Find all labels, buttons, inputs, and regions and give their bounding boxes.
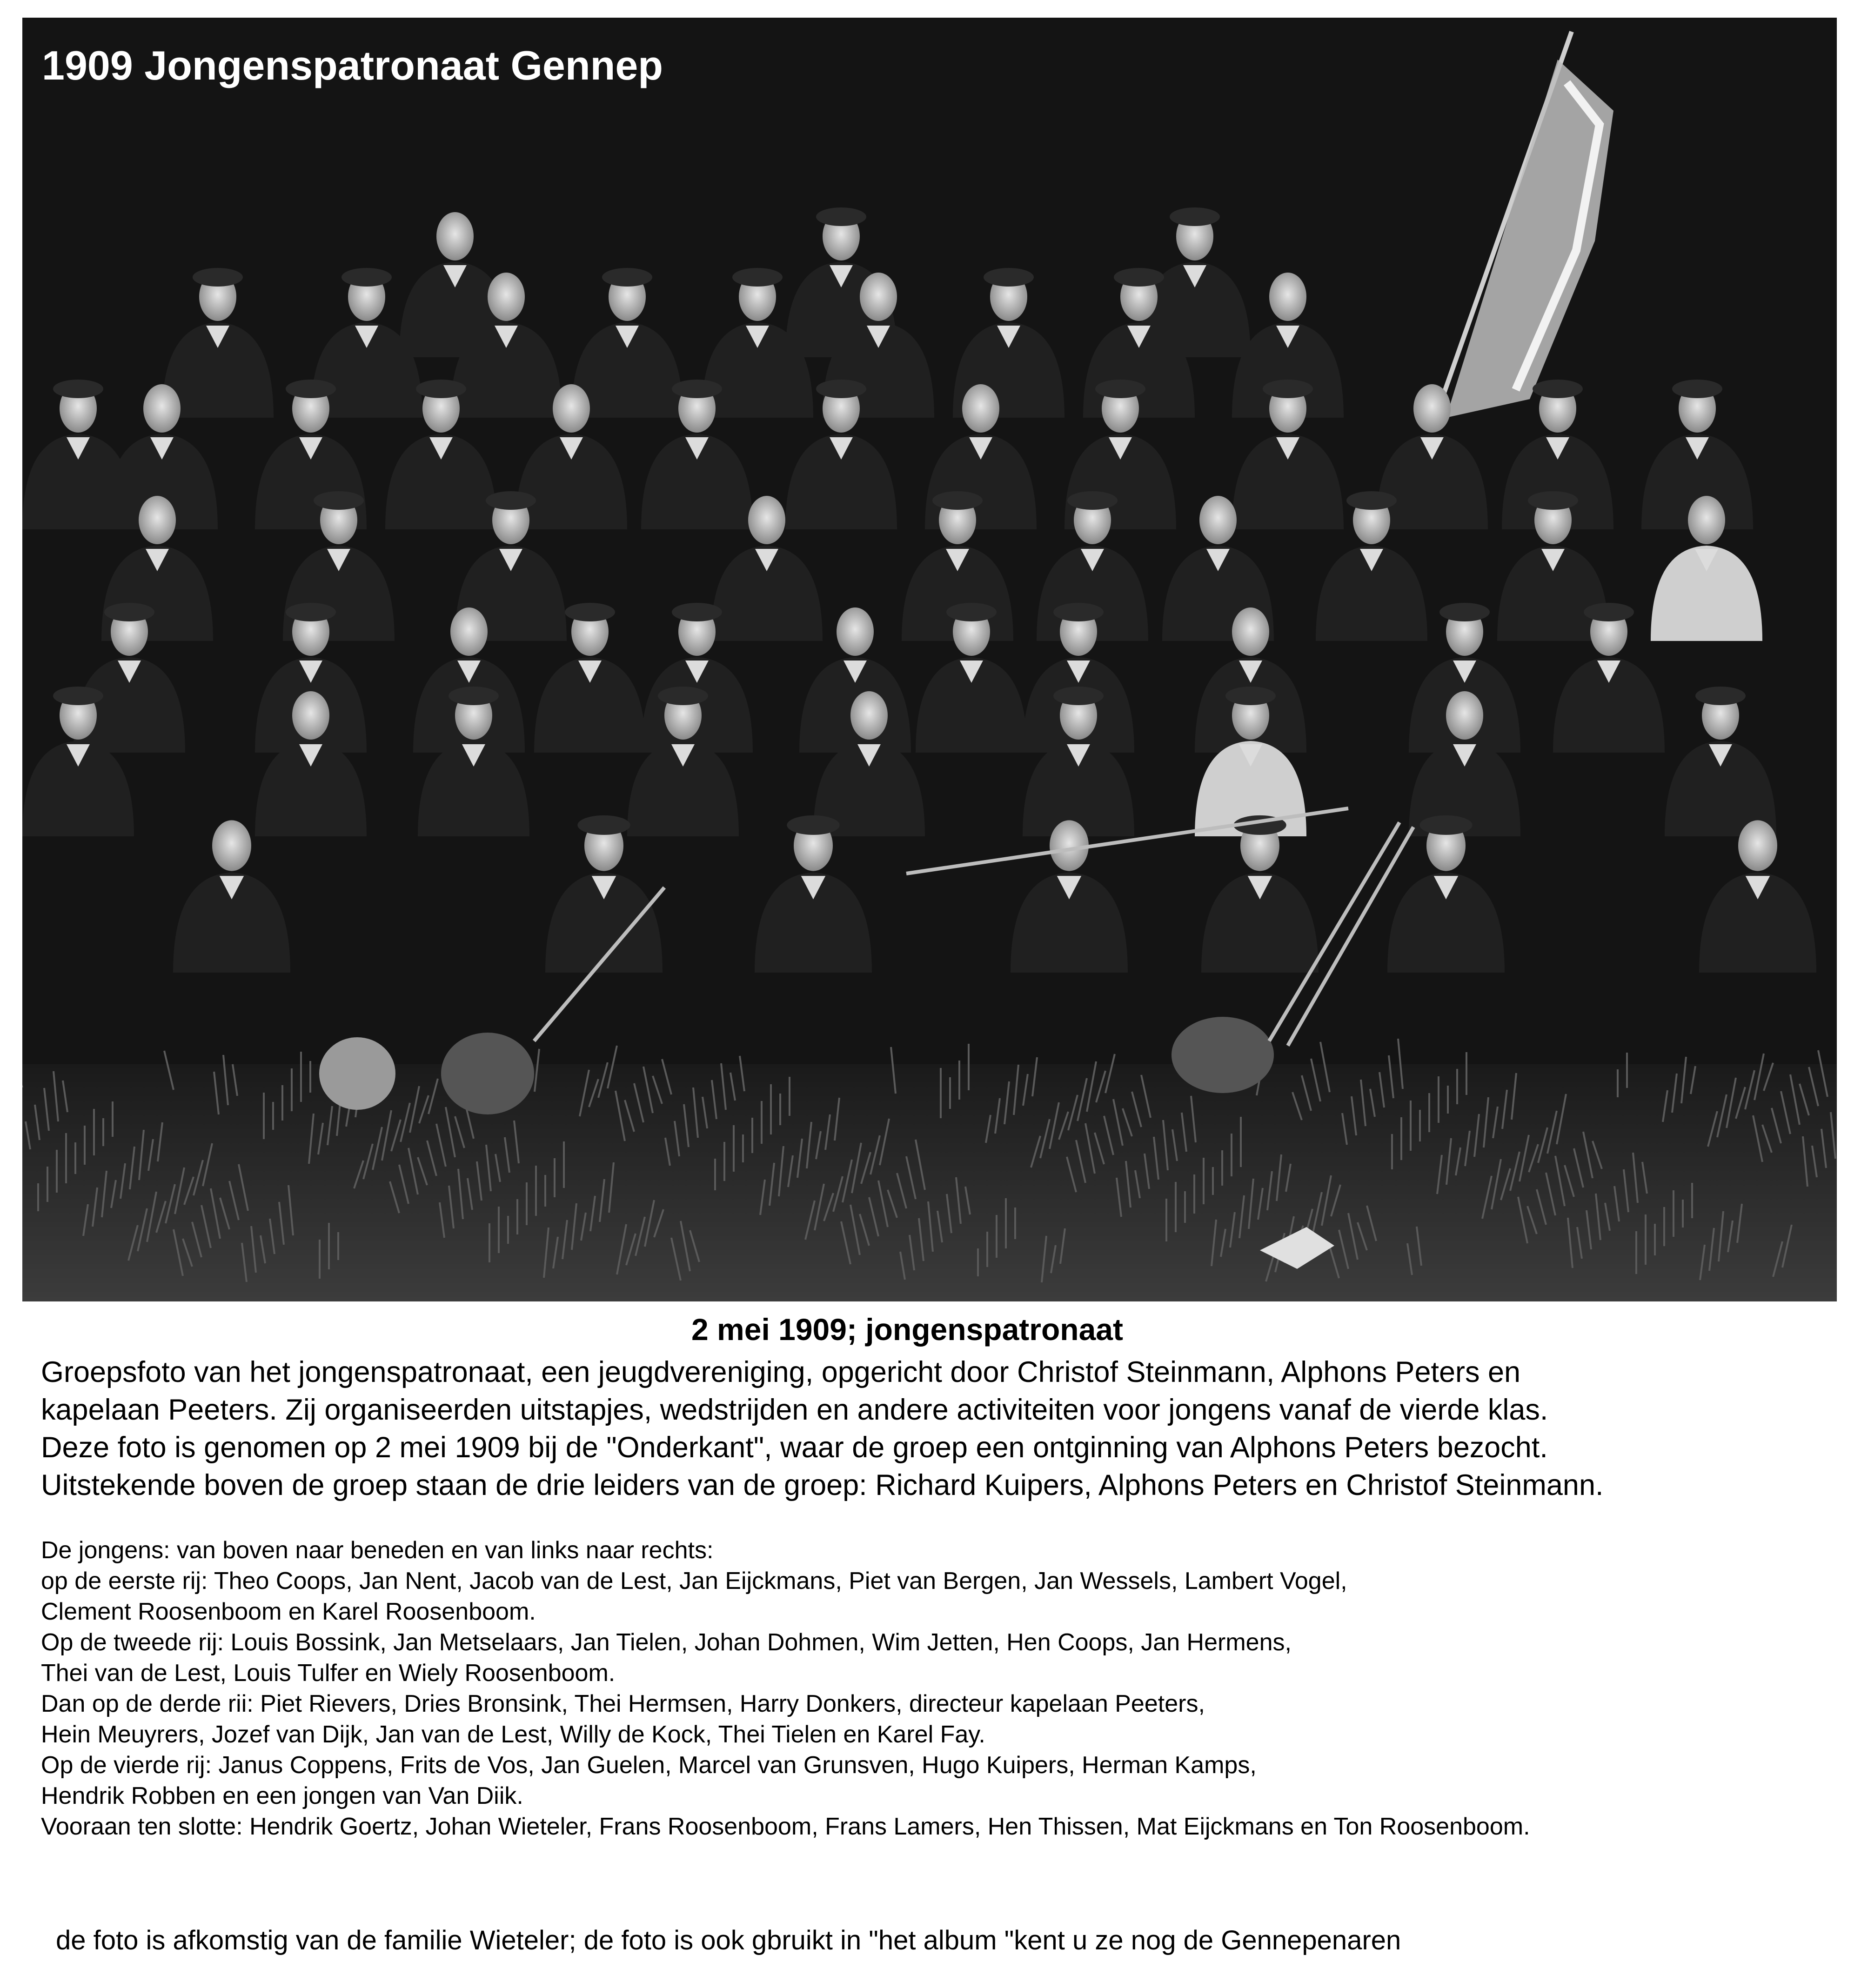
names-line: Hendrik Robben en een jongen van Van Diik. xyxy=(41,1782,523,1809)
names-line: Op de vierde rij: Janus Coppens, Frits de Vos, Jan Guelen, Marcel van Grunsven, Hugo Kuipers, Herman Kamps, xyxy=(41,1752,1257,1779)
group-photograph xyxy=(22,18,1837,1301)
names-line: Vooraan ten slotte: Hendrik Goertz, Johan Wieteler, Frans Roosenboom, Frans Lamers, Hen Thissen, Mat Eijckmans en Ton Roosenboom. xyxy=(41,1813,1530,1840)
names-list xyxy=(41,1535,1837,1842)
names-line: op de eerste rij: Theo Coops, Jan Nent, Jacob van de Lest, Jan Eijckmans, Piet van Bergen, Jan Wessels, Lambert Vogel, xyxy=(41,1568,1347,1594)
description-line: Groepsfoto van het jongenspatronaat, een jeugdvereniging, opgericht door Christof Steinmann, Alphons Peters en xyxy=(41,1356,1521,1388)
description-line: Uitstekende boven de groep staan de drie leiders van de groep: Richard Kuipers, Alphons Peters en Christof Steinmann. xyxy=(41,1469,1604,1501)
names-line: Thei van de Lest, Louis Tulfer en Wiely Roosenboom. xyxy=(41,1660,616,1687)
names-line: Hein Meuyrers, Jozef van Dijk, Jan van de Lest, Willy de Kock, Thei Tielen en Karel Fay. xyxy=(41,1721,985,1748)
photo-scene xyxy=(22,18,1837,1301)
names-line: Dan op de derde rii: Piet Rievers, Dries Bronsink, Thei Hermsen, Harry Donkers, directeur kapelaan Peeters, xyxy=(41,1690,1205,1717)
description-line: Deze foto is genomen op 2 mei 1909 bij de "Onderkant", waar de groep een ontginning van Alphons Peters bezocht. xyxy=(41,1431,1548,1464)
names-line: Op de tweede rij: Louis Bossink, Jan Metselaars, Jan Tielen, Johan Dohmen, Wim Jetten, Hen Coops, Jan Hermens, xyxy=(41,1629,1292,1656)
caption-heading: 2 mei 1909; jongenspatronaat xyxy=(691,1312,1123,1347)
names-line: Clement Roosenboom en Karel Roosenboom. xyxy=(41,1598,536,1625)
photo-source-note: de foto is afkomstig van de familie Wieteler; de foto is ook gbruikt in "het album "kent u ze nog de Gennepenaren xyxy=(56,1925,1401,1955)
description-line: kapelaan Peeters. Zij organiseerden uitstapjes, wedstrijden en andere activiteiten voor jongens vanaf de vierde klas. xyxy=(41,1394,1548,1426)
names-line: De jongens: van boven naar beneden en van links naar rechts: xyxy=(41,1537,714,1564)
caption-description xyxy=(41,1354,1837,1504)
photo-title: 1909 Jongenspatronaat Gennep xyxy=(42,42,663,88)
